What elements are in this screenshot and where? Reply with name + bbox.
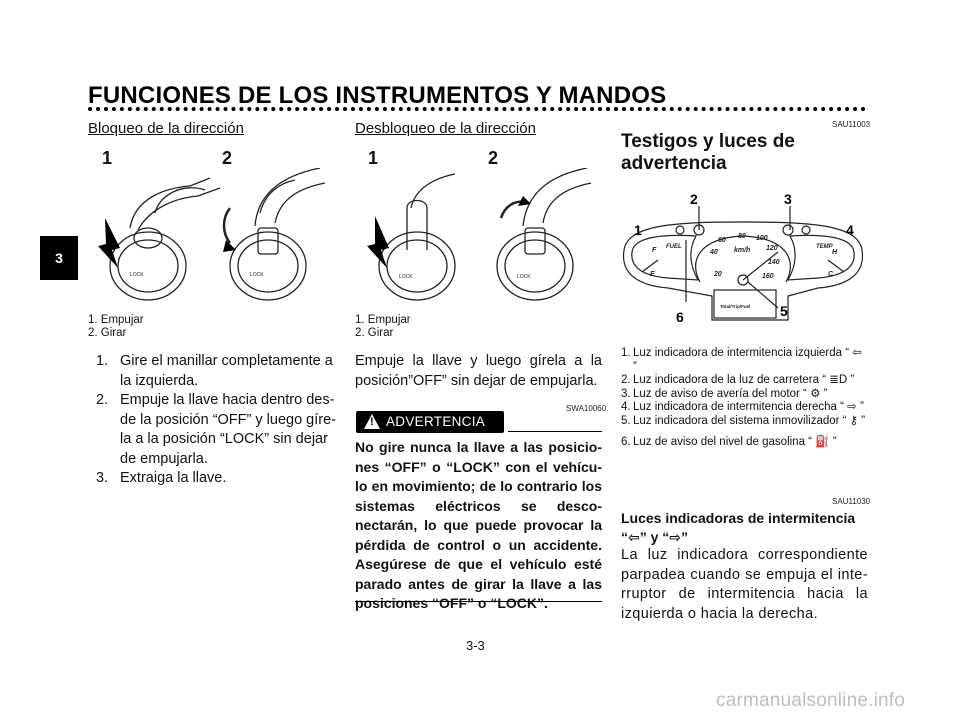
svg-text:120: 120 <box>766 245 778 252</box>
svg-text:TEMP: TEMP <box>816 244 833 250</box>
indicators-code: SAU11003 <box>832 120 871 129</box>
indicator-item: 6. Luz de aviso del nivel de gasolina “ ⛽ ” <box>621 436 837 448</box>
page-number: 3-3 <box>466 638 485 653</box>
svg-text:80: 80 <box>738 233 746 240</box>
svg-text:3: 3 <box>784 191 792 207</box>
lock-caption-1: 1. Empujar <box>88 314 144 326</box>
indicators-list <box>621 347 868 450</box>
unlock-heading: Desbloqueo de la dirección <box>355 120 536 137</box>
watermark: carmanualsonline.info <box>716 690 906 711</box>
unlock-figure-label-2: 2 <box>488 148 499 168</box>
lock-steps <box>96 352 336 489</box>
svg-text:E: E <box>650 271 655 278</box>
header-rule <box>88 107 866 111</box>
indicators-title: Testigos y luces de advertencia <box>621 131 795 174</box>
indicator-item: 3. Luz de aviso de avería del motor “ ⚙ ” <box>621 387 828 400</box>
turn-signals-code: SAU11030 <box>832 497 871 506</box>
svg-text:6: 6 <box>676 309 684 325</box>
svg-text:km/h: km/h <box>734 247 751 254</box>
svg-text:LOCK: LOCK <box>399 274 413 280</box>
svg-text:F: F <box>652 247 657 254</box>
svg-text:H: H <box>832 249 838 256</box>
unlock-body: Empuje la llave y luego gírela a la posición”OFF” sin dejar de empujarla. <box>355 353 602 389</box>
warning-bottom-rule <box>355 601 602 602</box>
dashboard-illustration <box>618 190 868 330</box>
unlock-caption-1: 1. Empujar <box>355 314 411 326</box>
svg-text:40: 40 <box>710 249 718 256</box>
lock-figure-label-2: 2 <box>222 148 233 168</box>
turn-signals-title: Luces indicadoras de intermitencia “⇦” y “⇨” <box>621 510 856 545</box>
unlock-caption-2: 2. Girar <box>355 327 394 339</box>
indicator-item: 2. Luz indicadora de la luz de carretera “ ≣D ” <box>621 374 855 386</box>
svg-text:5: 5 <box>780 303 788 319</box>
svg-text:C: C <box>828 271 834 278</box>
lock-step-2: 2. Empuje la llave hacia dentro des-de la posición “OFF” y luego gíre-la a la posición “LOCK” sin dejar de empujarla. <box>96 392 336 467</box>
svg-text:140: 140 <box>768 259 780 266</box>
page-header-title: FUNCIONES DE LOS INSTRUMENTOS Y MANDOS <box>88 82 667 109</box>
lock-illustration <box>90 168 330 308</box>
indicator-item: 5. Luz indicadora del sistema inmovilizador “ ⚷ ” <box>621 414 866 427</box>
unlock-figure-label-1: 1 <box>368 148 379 168</box>
unlock-illustration <box>355 168 595 308</box>
svg-text:60: 60 <box>718 237 726 244</box>
lock-figure-label-1: 1 <box>102 148 113 168</box>
warning-top-rule <box>508 431 602 432</box>
indicator-item: 1. Luz indicadora de intermitencia izquierda “ ⇦ ” <box>621 347 862 373</box>
warning-exclamation-icon: ! <box>370 416 374 428</box>
lock-step-3: 3. Extraiga la llave. <box>96 470 227 486</box>
svg-text:4: 4 <box>846 222 854 238</box>
lock-heading: Bloqueo de la dirección <box>88 120 244 137</box>
svg-text:160: 160 <box>762 273 774 280</box>
indicator-item: 4. Luz indicadora de intermitencia derecha “ ⇨ ” <box>621 401 864 413</box>
warning-label: ADVERTENCIA <box>386 414 486 429</box>
svg-text:1: 1 <box>634 222 642 238</box>
svg-text:2: 2 <box>690 191 698 207</box>
svg-text:20: 20 <box>714 271 722 278</box>
chapter-tab: 3 <box>40 236 78 280</box>
warning-badge <box>356 411 504 433</box>
svg-text:LOCK: LOCK <box>517 274 531 280</box>
svg-text:Total/Trip/Fuel: Total/Trip/Fuel <box>720 304 751 309</box>
warning-code: SWA10060 <box>566 404 607 413</box>
lock-caption-2: 2. Girar <box>88 327 127 339</box>
turn-signals-body: La luz indicadora correspondiente parpadea cuando se empuja el inte-rruptor de intermitencia hacia la izquierda o hacia la derecha. <box>621 547 868 622</box>
svg-text:LOCK: LOCK <box>250 272 264 278</box>
svg-text:LOCK: LOCK <box>130 272 144 278</box>
warning-text: No gire nunca la llave a las posicio-nes “OFF” o “LOCK” con el vehícu-lo en movimiento; de lo contrario los sistemas eléctricos se desco-nectarán, lo que puede provocar la pérdida de control o un accidente. Asegúrese de que el vehículo esté parado antes de girar la llave a las posiciones “OFF” o “LOCK”. <box>355 439 602 611</box>
svg-text:FUEL: FUEL <box>666 244 682 250</box>
lock-step-1: 1. Gire el manillar completamente a la izquierda. <box>96 353 333 389</box>
svg-text:100: 100 <box>756 235 768 242</box>
